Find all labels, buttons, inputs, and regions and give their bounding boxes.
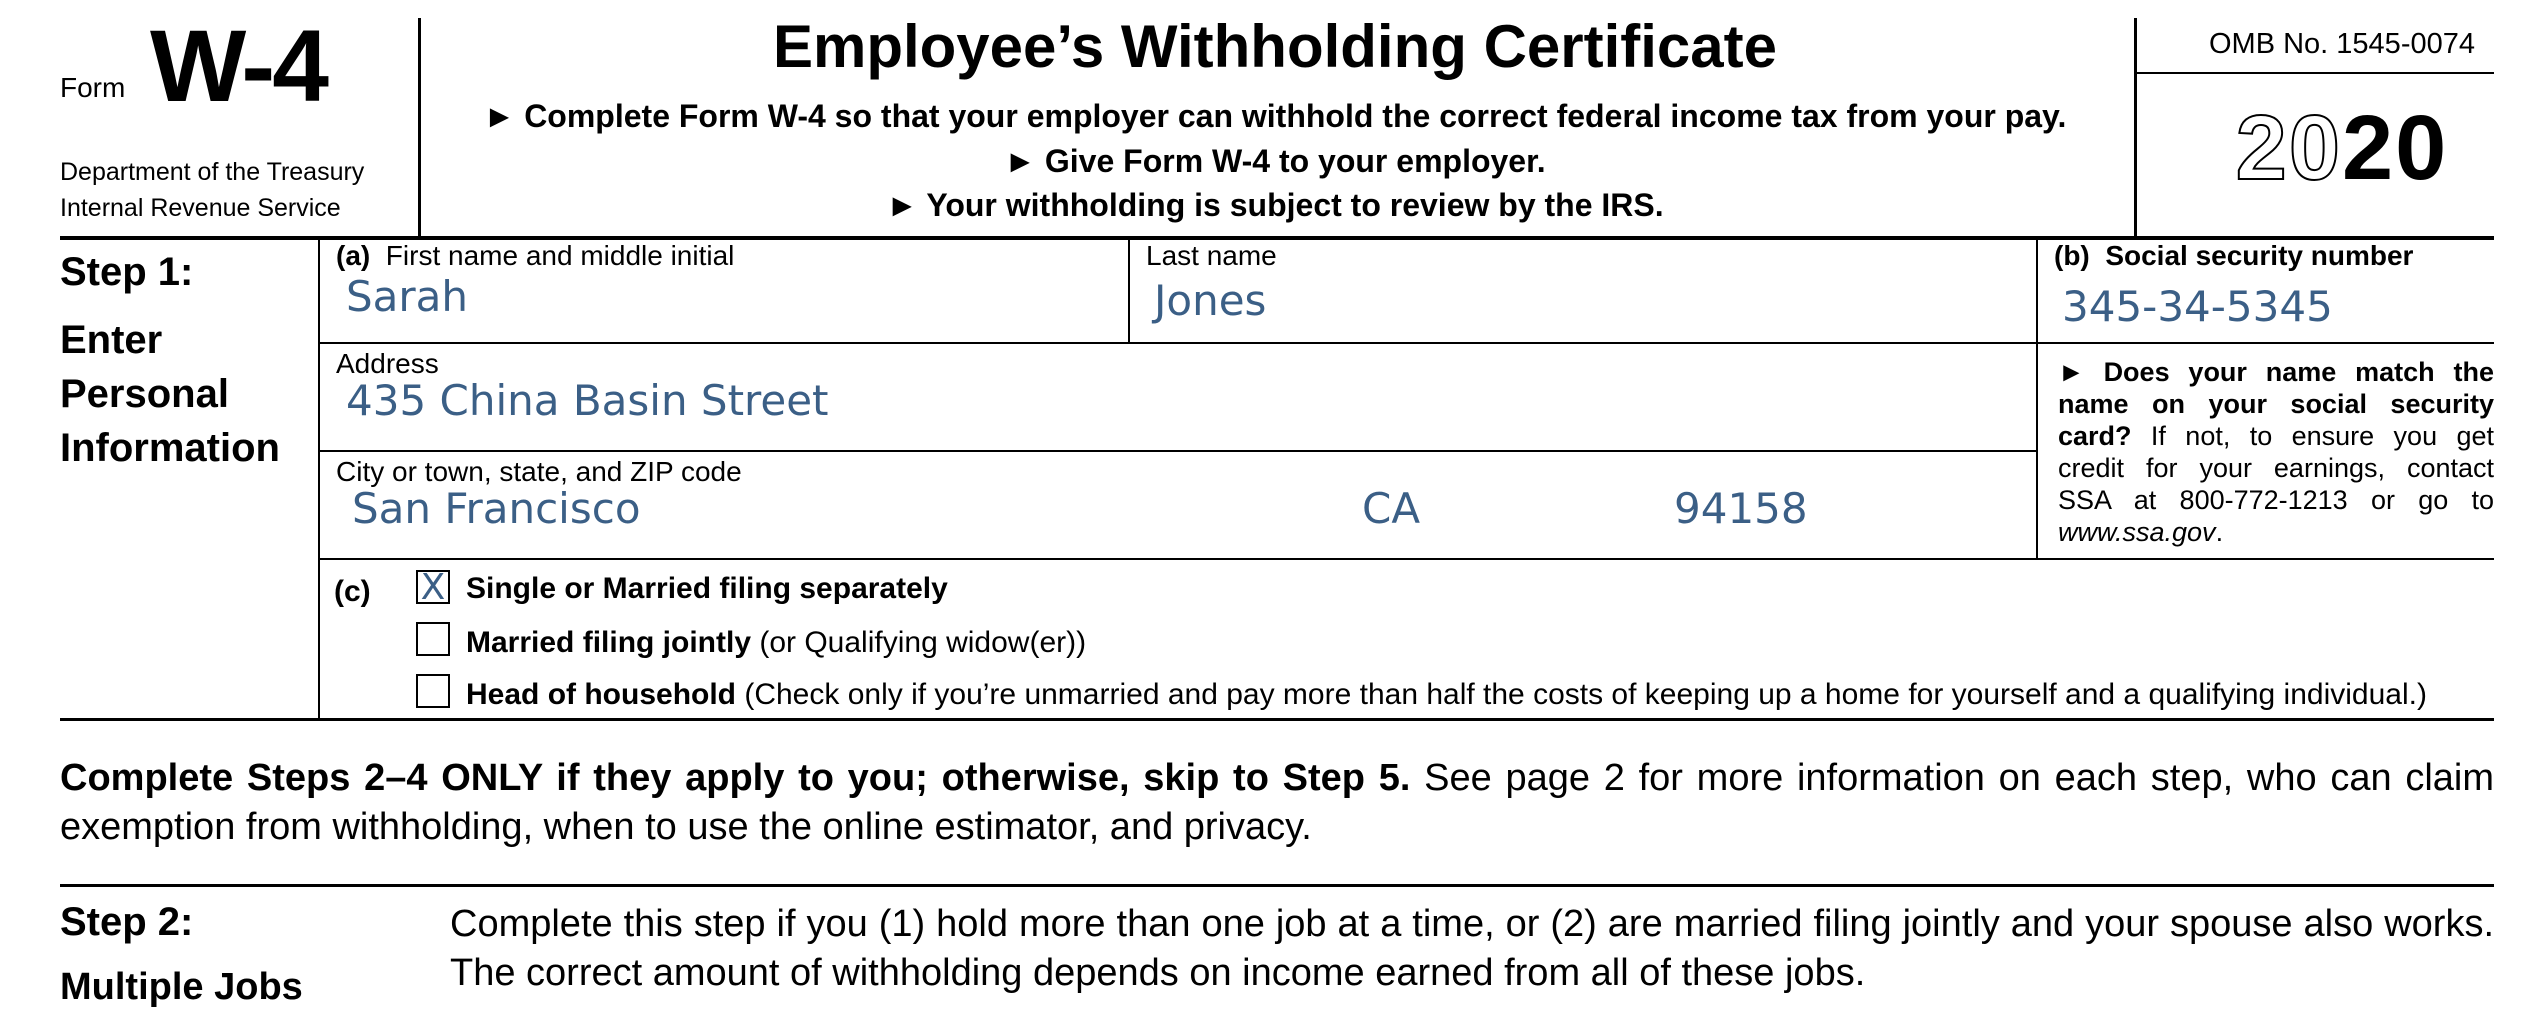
filing-hoh-checkbox[interactable] (416, 674, 450, 708)
department-line-2: Internal Revenue Service (60, 194, 341, 222)
filing-joint-bold: Married filing jointly (466, 626, 752, 659)
step1-left-border (318, 238, 320, 720)
department-line-1: Department of the Treasury (60, 158, 365, 186)
ssn-label (2054, 240, 2413, 272)
instruction-1: ► Complete Form W-4 so that your employer can withhold the correct federal income tax from your pay. (483, 98, 2067, 134)
ssn-letter: (b) (2054, 240, 2090, 271)
first-name-label-text: First name and middle initial (385, 240, 735, 271)
ssa-link[interactable]: www.ssa.gov (2058, 517, 2216, 547)
step2-label: Step 2: (60, 900, 194, 944)
tax-year-outline: 20 (2235, 97, 2342, 199)
row-rule-3 (320, 558, 2494, 560)
omb-divider (2136, 72, 2494, 74)
step2-description: Complete this step if you (1) hold more than one job at a time, or (2) are married filing jointly and your spouse also works. The correct amount of withholding depends on income earned from all of these jobs. (450, 903, 2494, 994)
ssa-note-bold: Does your name match the name on your social security card? (2058, 357, 2494, 451)
instruction-3: ► Your withholding is subject to review by the IRS. (886, 187, 1664, 223)
city-input[interactable]: San Francisco (352, 484, 641, 533)
instruction-2: ► Give Form W-4 to your employer. (1004, 143, 1546, 179)
steps-notice-bold: Complete Steps 2–4 ONLY if they apply to you; otherwise, skip to Step 5. (60, 757, 1411, 799)
filing-joint-checkbox[interactable] (416, 622, 450, 656)
filing-joint-label (466, 626, 1086, 660)
address-label: Address (336, 348, 439, 379)
row-rule-1 (320, 342, 2036, 344)
filing-single-label (466, 572, 948, 606)
zip-input[interactable]: 94158 (1674, 484, 1808, 533)
filing-hoh-rest: (Check only if you’re unmarried and pay more than half the costs of keeping up a home for yourself and a qualifying individual.) (736, 678, 2427, 711)
steps-notice-text: See page 2 for more information on each step, who can claim exemption from withholding, when to use the online estimator, and privacy. (60, 757, 2495, 848)
form-label: Form (60, 72, 126, 103)
form-number: W-4 (150, 9, 326, 123)
ssa-note-text: If not, to ensure you get credit for your earnings, contact SSA at 800-772-1213 or go to (2058, 421, 2494, 515)
first-name-letter: (a) (336, 240, 371, 271)
ssn-label-text: Social security number (2105, 240, 2414, 271)
filing-single-bold: Single or Married filing separately (466, 572, 948, 605)
first-name-input[interactable]: Sarah (346, 272, 469, 321)
filing-single-checkbox[interactable] (416, 567, 450, 608)
form-title: Employee’s Withholding Certificate (772, 13, 1778, 80)
state-input[interactable]: CA (1362, 484, 1421, 533)
step2-title: Multiple Jobs (60, 966, 303, 1008)
filing-hoh-label (466, 678, 2427, 712)
step2-top-rule (60, 884, 2494, 887)
checkbox-x-mark: X (420, 567, 446, 608)
step1-bottom-rule (60, 718, 2494, 721)
step1-label: Step 1: (60, 250, 194, 294)
row-rule-2 (320, 450, 2036, 452)
omb-number: OMB No. 1545-0074 (2209, 28, 2475, 60)
filing-joint-rest: (or Qualifying widow(er)) (751, 626, 1087, 659)
ssn-bottom-rule (2036, 342, 2494, 344)
last-name-input[interactable]: Jones (1154, 276, 1267, 325)
ssn-input[interactable]: 345-34-5345 (2062, 282, 2333, 331)
tax-year (2136, 96, 2548, 201)
last-name-label: Last name (1146, 240, 1277, 271)
address-input[interactable]: 435 China Basin Street (346, 376, 829, 425)
filing-hoh-bold: Head of household (466, 678, 736, 711)
name-divider (1128, 238, 1130, 344)
steps-notice (60, 754, 2494, 852)
first-name-label (336, 240, 734, 272)
step1-title-line-3: Information (60, 426, 280, 470)
ssn-divider (2036, 238, 2038, 560)
ssa-name-match-note: ► Does your name match the name on your social security card? If not, to ensure you get credit for your earnings, contact SSA at 800-772-1213 or go to www.ssa.gov. (2058, 357, 2494, 547)
ssa-note-end: . (2215, 517, 2224, 547)
city-label: City or town, state, and ZIP code (336, 456, 742, 487)
step1-title-line-1: Enter (60, 318, 163, 362)
tax-year-bold: 20 (2342, 97, 2449, 199)
step1-title-line-2: Personal (60, 372, 229, 416)
filing-status-letter: (c) (334, 575, 371, 608)
